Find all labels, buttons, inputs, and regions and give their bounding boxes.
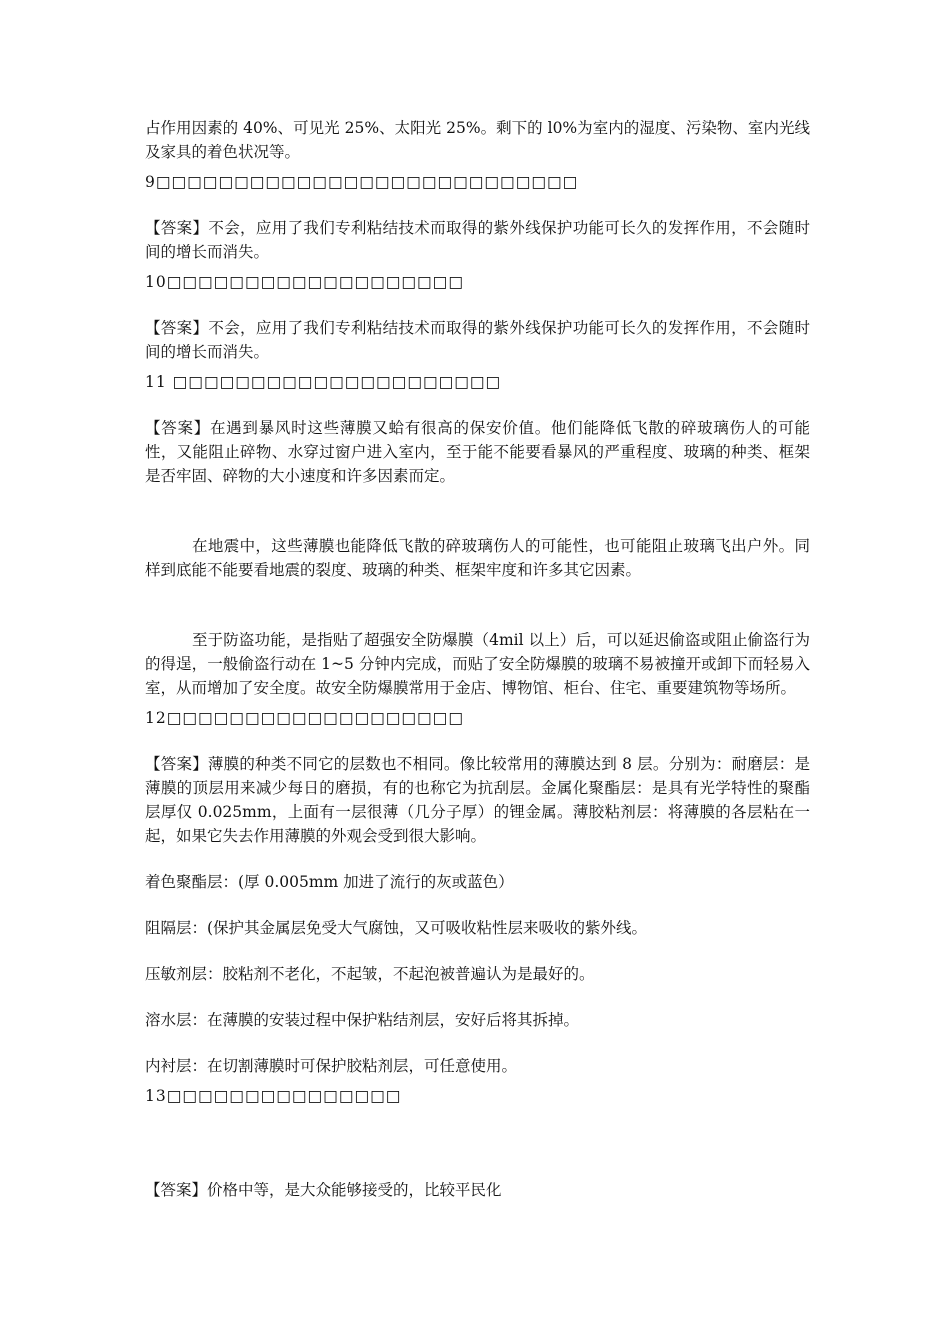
document-page [145, 116, 810, 1202]
answer-12-part-1: 【答案】薄膜的种类不同它的层数也不相同。像比较常用的薄膜达到 8 层。分别为：耐磨层：是薄膜的顶层用来减少每日的磨损，有的也称它为抗刮层。金属化聚酯层：是具有光学特性的聚酯层厚仅 0.025mm，上面有一层很薄（几分子厚）的锂金属。薄胶粘剂层：将薄膜的各层粘在一起，如果它失去作用薄膜的外观会受到很大影响。 [145, 755, 810, 845]
answer-12-part-5: 溶水层：在薄膜的安装过程中保护粘结剂层，安好后将其拆掉。 [145, 1011, 580, 1029]
answer-12-part-6: 内衬层：在切割薄膜时可保护胶粘剂层，可任意使用。 [145, 1057, 518, 1075]
question-12: 12□□□□□□□□□□□□□□□□□□□ [145, 709, 464, 727]
answer-11-part-3: 至于防盗功能，是指贴了超强安全防爆膜（4mil 以上）后，可以延迟偷盗或阻止偷盗行为的得逞，一般偷盗行动在 1~5 分钟内完成，而贴了安全防爆膜的玻璃不易被撞开或卸下而轻易入室，从而增加了安全度。故安全防爆膜常用于金店、博物馆、柜台、住宅、重要建筑物等场所。 [145, 631, 810, 697]
question-13: 13□□□□□□□□□□□□□□□ [145, 1087, 402, 1105]
question-11: 11 □□□□□□□□□□□□□□□□□□□□□ [145, 373, 502, 391]
answer-12-part-3: 阻隔层：(保护其金属层免受大气腐蚀，又可吸收粘性层来吸收的紫外线。 [145, 919, 648, 937]
question-10: 10□□□□□□□□□□□□□□□□□□□ [145, 273, 464, 291]
question-9: 9□□□□□□□□□□□□□□□□□□□□□□□□□□□ [145, 173, 579, 191]
answer-13: 【答案】价格中等，是大众能够接受的，比较平民化 [145, 1181, 502, 1199]
intro-paragraph: 占作用因素的 40%、可见光 25%、太阳光 25%。剩下的 l0%为室内的湿度、污染物、室内光线及家具的着色状况等。 [145, 119, 810, 161]
answer-11-part-1: 【答案】在遇到暴风时这些薄膜又蛤有很高的保安价值。他们能降低飞散的碎玻璃伤人的可能性，又能阻止碎物、水穿过窗户进入室内，至于能不能要看暴风的严重程度、玻璃的种类、框架是否牢固、碎物的大小速度和许多因素而定。 [145, 419, 810, 485]
answer-10: 【答案】不会，应用了我们专利粘结技术而取得的紫外线保护功能可长久的发挥作用，不会随时间的增长而消失。 [145, 319, 810, 361]
answer-12-part-2: 着色聚酯层：(厚 0.005mm 加进了流行的灰或蓝色） [145, 873, 514, 891]
answer-11-part-2: 在地震中，这些薄膜也能降低飞散的碎玻璃伤人的可能性，也可能阻止玻璃飞出户外。同样到底能不能要看地震的裂度、玻璃的种类、框架牢度和许多其它因素。 [145, 537, 810, 579]
answer-9: 【答案】不会，应用了我们专利粘结技术而取得的紫外线保护功能可长久的发挥作用，不会随时间的增长而消失。 [145, 219, 810, 261]
answer-12-part-4: 压敏剂层：胶粘剂不老化，不起皱，不起泡被普遍认为是最好的。 [145, 965, 595, 983]
